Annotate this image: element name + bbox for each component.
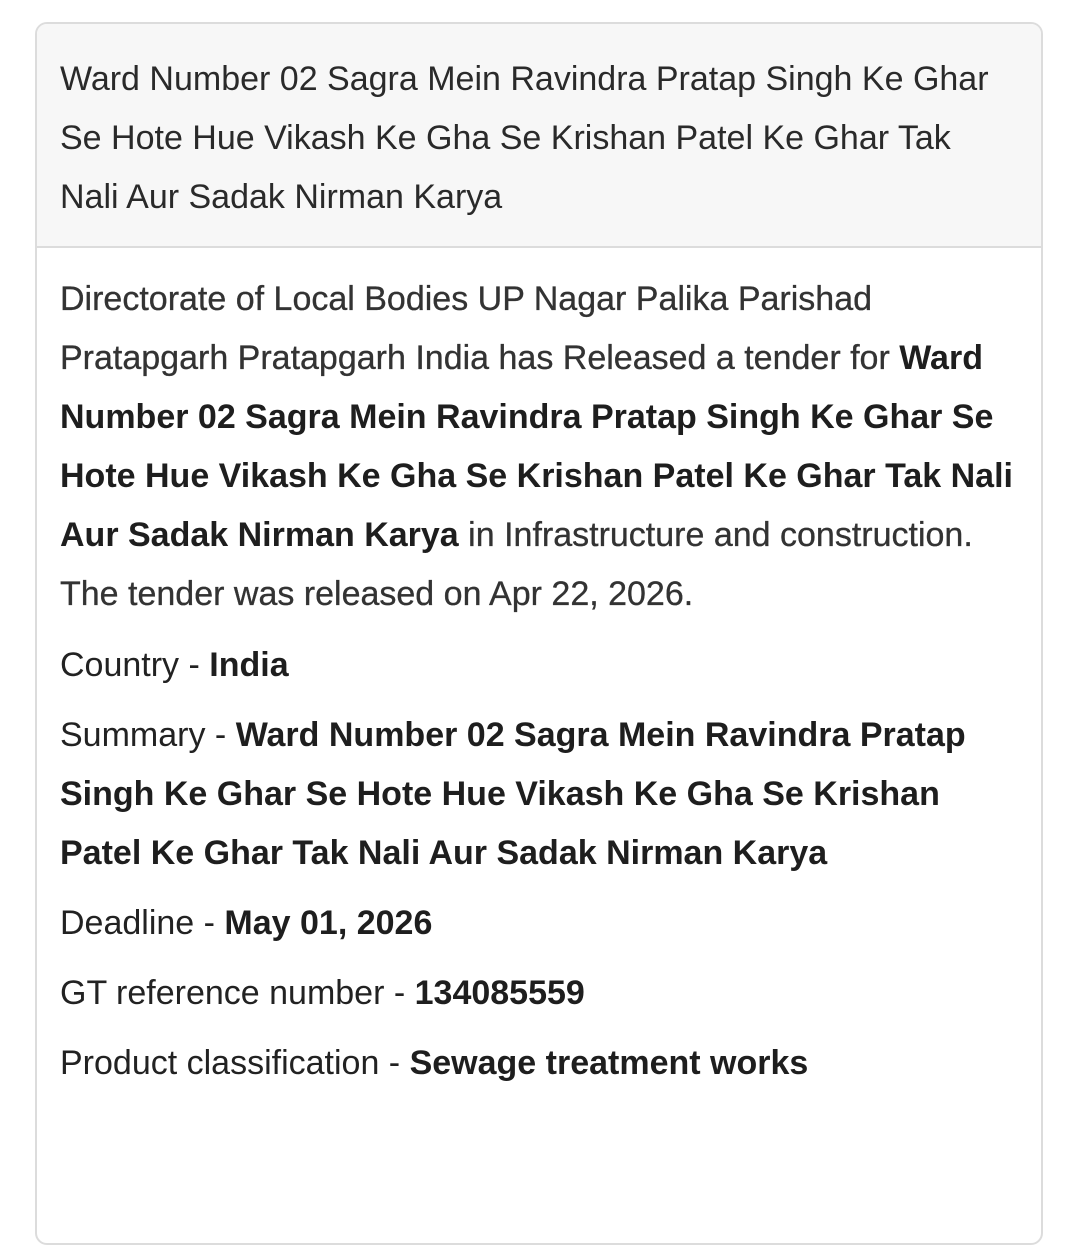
description-prefix: Directorate of Local Bodies UP Nagar Palika Parishad Pratapgarh Pratapgarh India has Released a tender for: [60, 280, 900, 377]
reference-number-row: [60, 964, 1017, 1023]
summary-value: Ward Number 02 Sagra Mein Ravindra Pratap Singh Ke Ghar Se Hote Hue Vikash Ke Gha Se Krishan Patel Ke Ghar Tak Nali Aur Sadak Nirman Karya: [60, 716, 966, 872]
deadline-row: [60, 894, 1017, 953]
summary-row: [60, 706, 1017, 883]
tender-description: [60, 270, 1017, 624]
product-classification-value: Sewage treatment works: [409, 1044, 809, 1082]
summary-label: Summary -: [60, 716, 236, 754]
tender-title: Ward Number 02 Sagra Mein Ravindra Pratap Singh Ke Ghar Se Hote Hue Vikash Ke Gha Se Krishan Patel Ke Ghar Tak Nali Aur Sadak Nirman Karya: [37, 24, 1041, 248]
reference-number-value: 134085559: [414, 974, 585, 1012]
description-tender-title: Ward Number 02 Sagra Mein Ravindra Pratap Singh Ke Ghar Se Hote Hue Vikash Ke Gha Se Krishan Patel Ke Ghar Tak Nali Aur Sadak Nirman Karya: [60, 339, 1013, 554]
tender-details: [37, 248, 1041, 1093]
country-label: Country -: [60, 646, 210, 684]
deadline-label: Deadline -: [60, 904, 225, 942]
tender-card: [35, 22, 1043, 1245]
country-row: [60, 636, 1017, 695]
description-suffix: in Infrastructure and construction. The tender was released on Apr 22, 2026.: [60, 516, 973, 613]
deadline-value: May 01, 2026: [224, 904, 433, 942]
product-classification-row: [60, 1034, 1017, 1093]
product-classification-label: Product classification -: [60, 1044, 410, 1082]
country-value: India: [209, 646, 289, 684]
reference-number-label: GT reference number -: [60, 974, 415, 1012]
